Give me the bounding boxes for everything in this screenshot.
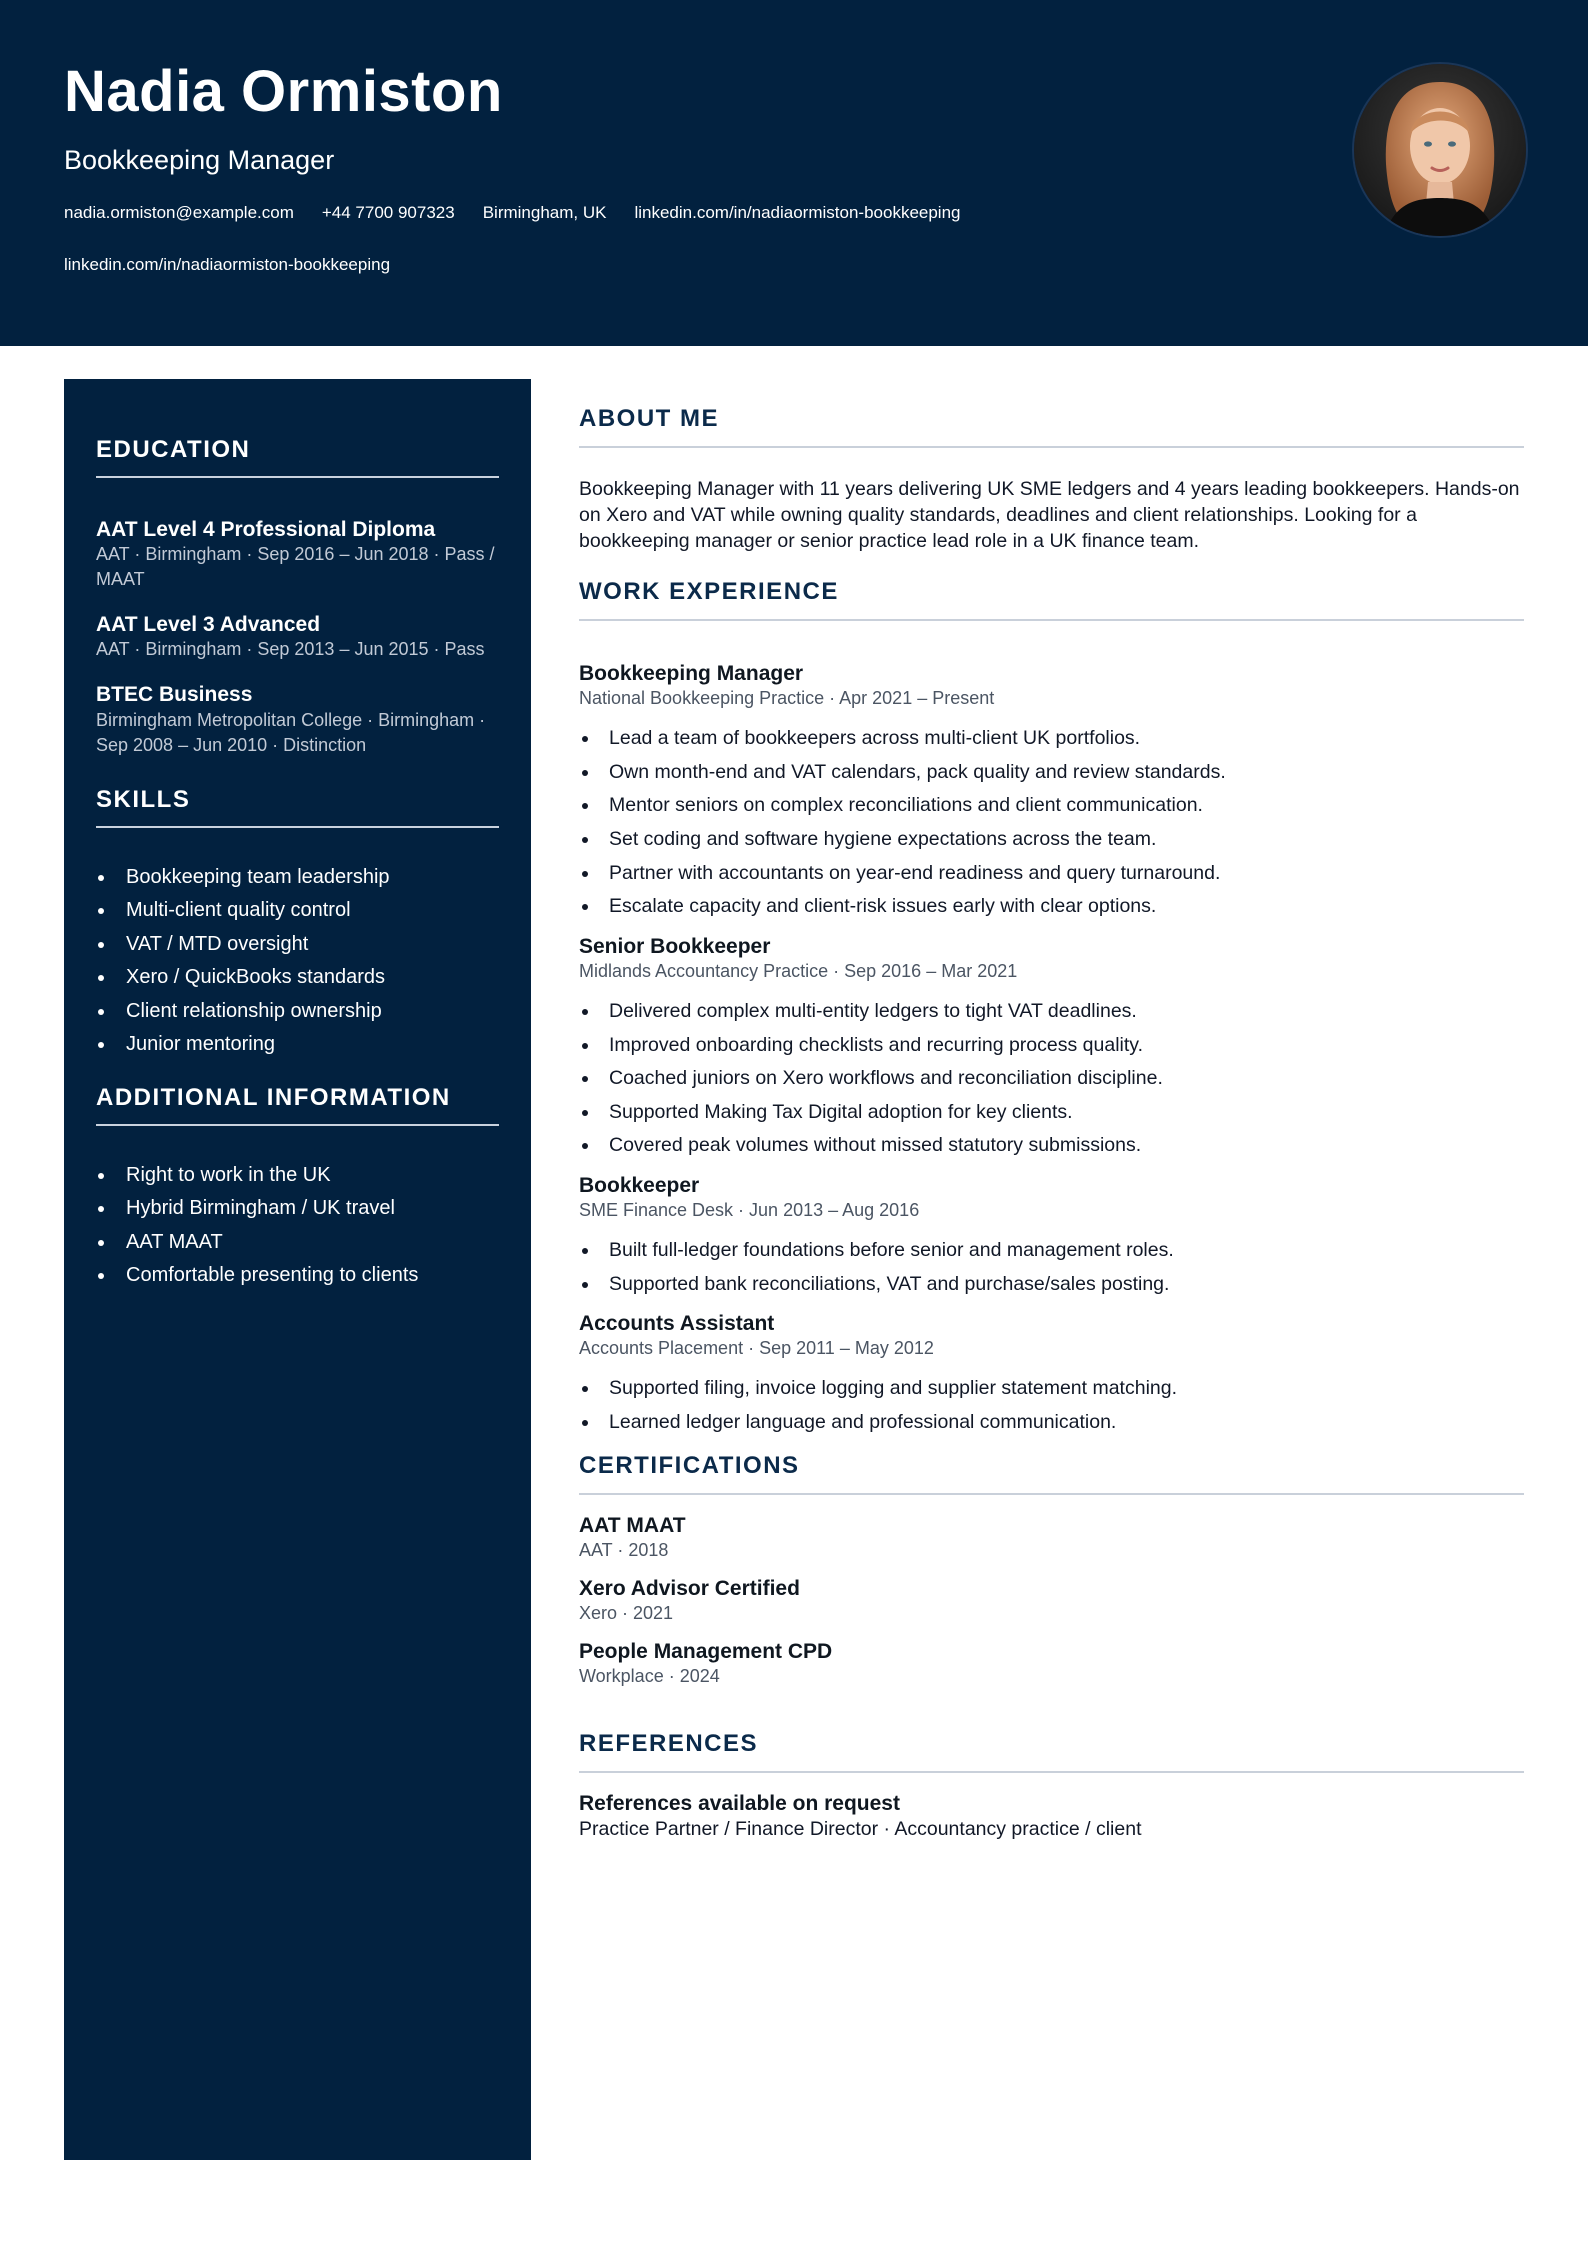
job-bullet: Set coding and software hygiene expectations across the team. <box>579 823 1524 857</box>
experience-heading: WORK EXPERIENCE <box>579 578 1524 621</box>
additional-info-list <box>96 1159 499 1293</box>
job-role: Accounts Assistant <box>579 1312 775 1336</box>
skill-item: VAT / MTD oversight <box>96 928 499 962</box>
job-bullet: Built full-ledger foundations before senior and management roles. <box>579 1234 1524 1268</box>
job-role: Senior Bookkeeper <box>579 934 771 958</box>
job-bullet: Learned ledger language and professional communication. <box>579 1406 1524 1440</box>
contact-location: Birmingham, UK <box>482 203 607 222</box>
candidate-name: Nadia Ormiston <box>64 59 503 124</box>
education-meta: AAT · Birmingham · Sep 2013 – Jun 2015 · Pass <box>96 639 485 660</box>
main-content <box>579 379 1524 1842</box>
education-item <box>96 517 499 592</box>
certification-meta: Workplace · 2024 <box>579 1666 720 1687</box>
contact-row-second <box>64 255 390 275</box>
job-bullets <box>579 722 1524 924</box>
skill-item: Junior mentoring <box>96 1028 499 1062</box>
certification-name: Xero Advisor Certified <box>579 1576 800 1600</box>
job-bullet: Improved onboarding checklists and recurring process quality. <box>579 1029 1524 1063</box>
job-entry <box>579 934 1524 1163</box>
job-bullets <box>579 1372 1524 1439</box>
contact-linkedin-repeat[interactable]: linkedin.com/in/nadiaormiston-bookkeeping <box>64 255 391 274</box>
job-bullets <box>579 995 1524 1163</box>
references-detail: Practice Partner / Finance Director · Accountancy practice / client <box>579 1818 1142 1841</box>
job-bullet: Covered peak volumes without missed statutory submissions. <box>579 1129 1524 1163</box>
job-bullet: Own month-end and VAT calendars, pack quality and review standards. <box>579 756 1524 790</box>
job-meta: National Bookkeeping Practice · Apr 2021 – Present <box>579 688 995 709</box>
certification-item <box>579 1576 1524 1625</box>
education-item <box>96 682 499 757</box>
references-heading: REFERENCES <box>579 1730 1524 1773</box>
contact-email[interactable]: nadia.ormiston@example.com <box>64 203 294 222</box>
candidate-title: Bookkeeping Manager <box>64 145 335 175</box>
job-meta: Midlands Accountancy Practice · Sep 2016 – Mar 2021 <box>579 960 1018 981</box>
education-item <box>96 612 499 662</box>
additional-item: AAT MAAT <box>96 1226 499 1260</box>
skill-item: Client relationship ownership <box>96 995 499 1029</box>
job-bullet: Supported Making Tax Digital adoption for key clients. <box>579 1096 1524 1130</box>
avatar <box>1352 62 1528 238</box>
contact-phone[interactable]: +44 7700 907323 <box>321 203 455 222</box>
certification-meta: AAT · 2018 <box>579 1539 669 1560</box>
about-heading: ABOUT ME <box>579 405 1524 448</box>
additional-info-heading: ADDITIONAL INFORMATION <box>96 1084 499 1126</box>
job-bullet: Coached juniors on Xero workflows and reconciliation discipline. <box>579 1062 1524 1096</box>
skills-list <box>96 861 499 1062</box>
resume-header <box>0 0 1588 346</box>
job-entry <box>579 1311 1524 1439</box>
education-heading: EDUCATION <box>96 436 499 478</box>
sidebar <box>64 379 531 2160</box>
additional-item: Right to work in the UK <box>96 1159 499 1193</box>
skills-heading: SKILLS <box>96 786 499 828</box>
job-bullet: Mentor seniors on complex reconciliations and client communication. <box>579 789 1524 823</box>
job-meta: SME Finance Desk · Jun 2013 – Aug 2016 <box>579 1200 920 1221</box>
education-title: AAT Level 3 Advanced <box>96 613 321 637</box>
job-entry <box>579 661 1524 924</box>
certification-meta: Xero · 2021 <box>579 1603 674 1624</box>
certification-item <box>579 1639 1524 1688</box>
certification-name: AAT MAAT <box>579 1513 686 1537</box>
certification-name: People Management CPD <box>579 1640 833 1664</box>
profile-photo <box>1354 64 1526 236</box>
job-bullets <box>579 1234 1524 1301</box>
job-bullet: Escalate capacity and client-risk issues early with clear options. <box>579 890 1524 924</box>
job-role: Bookkeeper <box>579 1173 700 1197</box>
additional-item: Comfortable presenting to clients <box>96 1259 499 1293</box>
job-role: Bookkeeping Manager <box>579 662 804 685</box>
job-bullet: Supported filing, invoice logging and supplier statement matching. <box>579 1372 1524 1406</box>
job-bullet: Supported bank reconciliations, VAT and purchase/sales posting. <box>579 1268 1524 1302</box>
skill-item: Xero / QuickBooks standards <box>96 961 499 995</box>
education-title: BTEC Business <box>96 683 253 707</box>
education-meta: Birmingham Metropolitan College · Birmingham · Sep 2008 – Jun 2010 · Distinction <box>96 709 486 755</box>
job-entry <box>579 1173 1524 1301</box>
job-bullet: Partner with accountants on year-end readiness and query turnaround. <box>579 857 1524 891</box>
skill-item: Multi-client quality control <box>96 894 499 928</box>
about-text: Bookkeeping Manager with 11 years delivering UK SME ledgers and 4 years leading bookkeepers. Hands-on on Xero and VAT while owning quality standards, deadlines and client relationships. Looking for a bookkeeping manager or senior practice lead role in a UK finance team. <box>579 478 1520 552</box>
job-bullet: Lead a team of bookkeepers across multi-client UK portfolios. <box>579 722 1524 756</box>
certification-item <box>579 1513 1524 1562</box>
references-title: References available on request <box>579 1792 900 1816</box>
additional-item: Hybrid Birmingham / UK travel <box>96 1192 499 1226</box>
job-bullet: Delivered complex multi-entity ledgers to tight VAT deadlines. <box>579 995 1524 1029</box>
skill-item: Bookkeeping team leadership <box>96 861 499 895</box>
education-title: AAT Level 4 Professional Diploma <box>96 518 436 541</box>
contact-row <box>64 203 961 223</box>
job-meta: Accounts Placement · Sep 2011 – May 2012 <box>579 1338 934 1359</box>
education-meta: AAT · Birmingham · Sep 2016 – Jun 2018 · Pass / MAAT <box>96 544 495 590</box>
certifications-heading: CERTIFICATIONS <box>579 1452 1524 1495</box>
contact-linkedin[interactable]: linkedin.com/in/nadiaormiston-bookkeeping <box>634 203 961 222</box>
